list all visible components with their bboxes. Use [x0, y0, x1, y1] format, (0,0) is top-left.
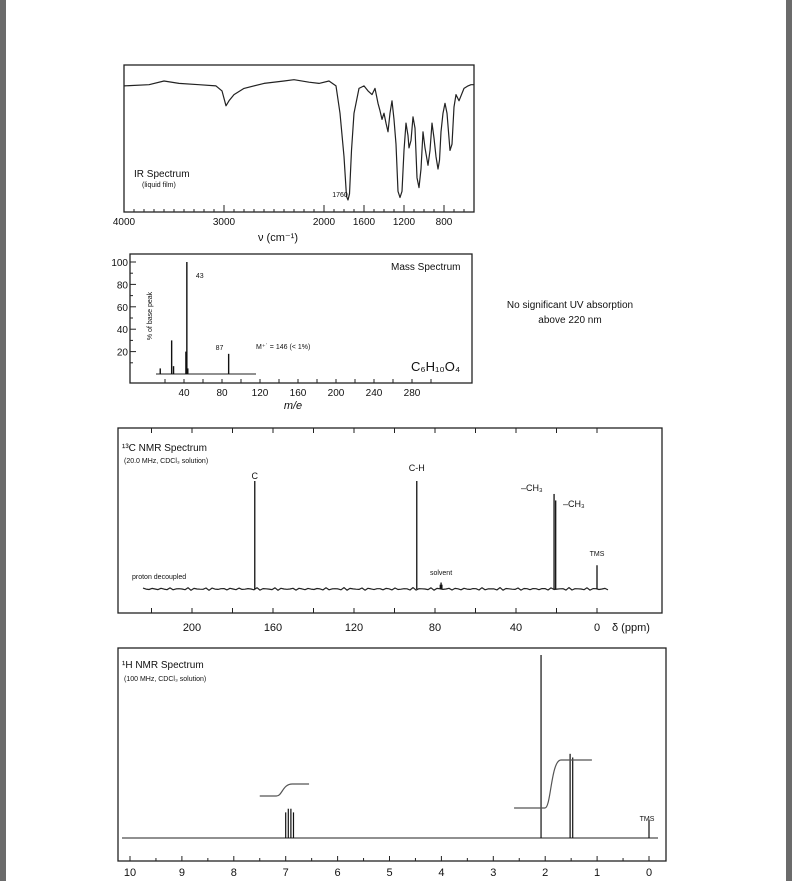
- ir-tick-label: 4000: [112, 217, 136, 228]
- h1-tick-label: 7: [282, 867, 289, 879]
- ms-formula: C₆H₁₀O₄: [411, 359, 461, 374]
- uv-note: No significant UV absorption above 220 nm: [506, 300, 634, 326]
- h1-title: ¹H NMR Spectrum: [122, 660, 204, 671]
- h1-integral-curve: [260, 784, 309, 796]
- h1-integral-curve: [514, 760, 592, 808]
- mass-spectrum-panel: [111, 254, 472, 412]
- ms-y-tick-label: 100: [111, 258, 128, 269]
- c13-frame: [118, 428, 662, 613]
- ms-tick-label: 80: [216, 388, 228, 399]
- h1-tick-label: 1: [594, 867, 601, 879]
- c13-peak-label: –CH₃: [521, 483, 543, 493]
- h1-tick-label: 8: [230, 867, 237, 879]
- ir-peak-label: 1760: [332, 192, 348, 199]
- h1-tick-label: 6: [334, 867, 341, 879]
- ir-title: IR Spectrum: [134, 169, 190, 180]
- c13-peak-label: –CH₃: [563, 499, 585, 509]
- spectra-figure: [6, 0, 786, 881]
- ms-title: Mass Spectrum: [391, 262, 461, 273]
- c13-tick-label: 40: [509, 622, 523, 634]
- ms-tick-label: 280: [403, 388, 421, 399]
- h1-nmr-panel: [118, 648, 666, 879]
- h1-tick-label: 5: [386, 867, 393, 879]
- ir-tick-label: 2000: [312, 217, 336, 228]
- ms-y-tick-label: 80: [116, 280, 128, 292]
- page: [6, 0, 786, 881]
- ms-y-tick-label: 20: [116, 347, 128, 359]
- c13-title: ¹³C NMR Spectrum: [122, 443, 208, 454]
- ms-y-axis-label: % of base peak: [147, 291, 154, 341]
- c13-subtitle: (20.0 MHz, CDCl₃ solution): [124, 458, 209, 465]
- ir-spectrum-panel: [113, 65, 474, 244]
- ir-tick-label: 3000: [212, 217, 236, 228]
- h1-tick-label: 4: [438, 867, 445, 879]
- h1-tick-label: 2: [542, 867, 549, 879]
- ir-subtitle: (liquid film): [142, 182, 176, 189]
- c13-peak-label: C-H: [408, 463, 425, 473]
- ms-bar-label: 87: [215, 345, 224, 352]
- ms-molecular-ion-note: M⁺˙ = 146 (< 1%): [256, 344, 311, 351]
- h1-subtitle: (100 MHz, CDCl₃ solution): [124, 676, 207, 683]
- ir-tick-label: 1200: [392, 217, 416, 228]
- c13-tick-label: 160: [263, 622, 283, 634]
- c13-tick-label: 200: [182, 622, 202, 634]
- c13-peak-label: solvent: [429, 570, 453, 577]
- c13-peak-label: C: [251, 471, 259, 481]
- ir-tick-label: 800: [435, 217, 453, 228]
- ms-tick-label: 120: [251, 388, 269, 399]
- h1-tick-label: 3: [490, 867, 497, 879]
- ms-y-tick-label: 40: [116, 325, 128, 337]
- ir-frame: [124, 65, 474, 212]
- c13-baseline-note: proton decoupled: [132, 574, 187, 581]
- ir-tick-label: 1600: [352, 217, 376, 228]
- h1-tick-label: 0: [645, 867, 653, 879]
- c13-nmr-panel: [118, 428, 662, 634]
- c13-peak-label: TMS: [589, 551, 605, 558]
- ms-tick-label: 160: [289, 388, 307, 399]
- ms-tick-label: 240: [365, 388, 383, 399]
- ir-spectrum-line: [124, 80, 474, 200]
- ms-tick-label: 40: [178, 388, 190, 399]
- ms-x-axis-label: m/e: [283, 400, 303, 412]
- h1-tick-label: 10: [123, 867, 137, 879]
- c13-tick-label: 0: [593, 622, 601, 634]
- c13-baseline: [143, 588, 608, 591]
- h1-tick-label: 9: [178, 867, 185, 879]
- ms-tick-label: 200: [327, 388, 345, 399]
- ms-bar-label: 43: [195, 273, 204, 280]
- ms-y-tick-label: 60: [116, 302, 128, 314]
- h1-peak-label: TMS: [639, 816, 655, 823]
- c13-tick-label: 120: [344, 622, 364, 634]
- ir-x-axis-label: ν (cm⁻¹): [257, 232, 299, 244]
- c13-tick-label: 80: [428, 622, 442, 634]
- c13-x-axis-label: δ (ppm): [612, 622, 650, 634]
